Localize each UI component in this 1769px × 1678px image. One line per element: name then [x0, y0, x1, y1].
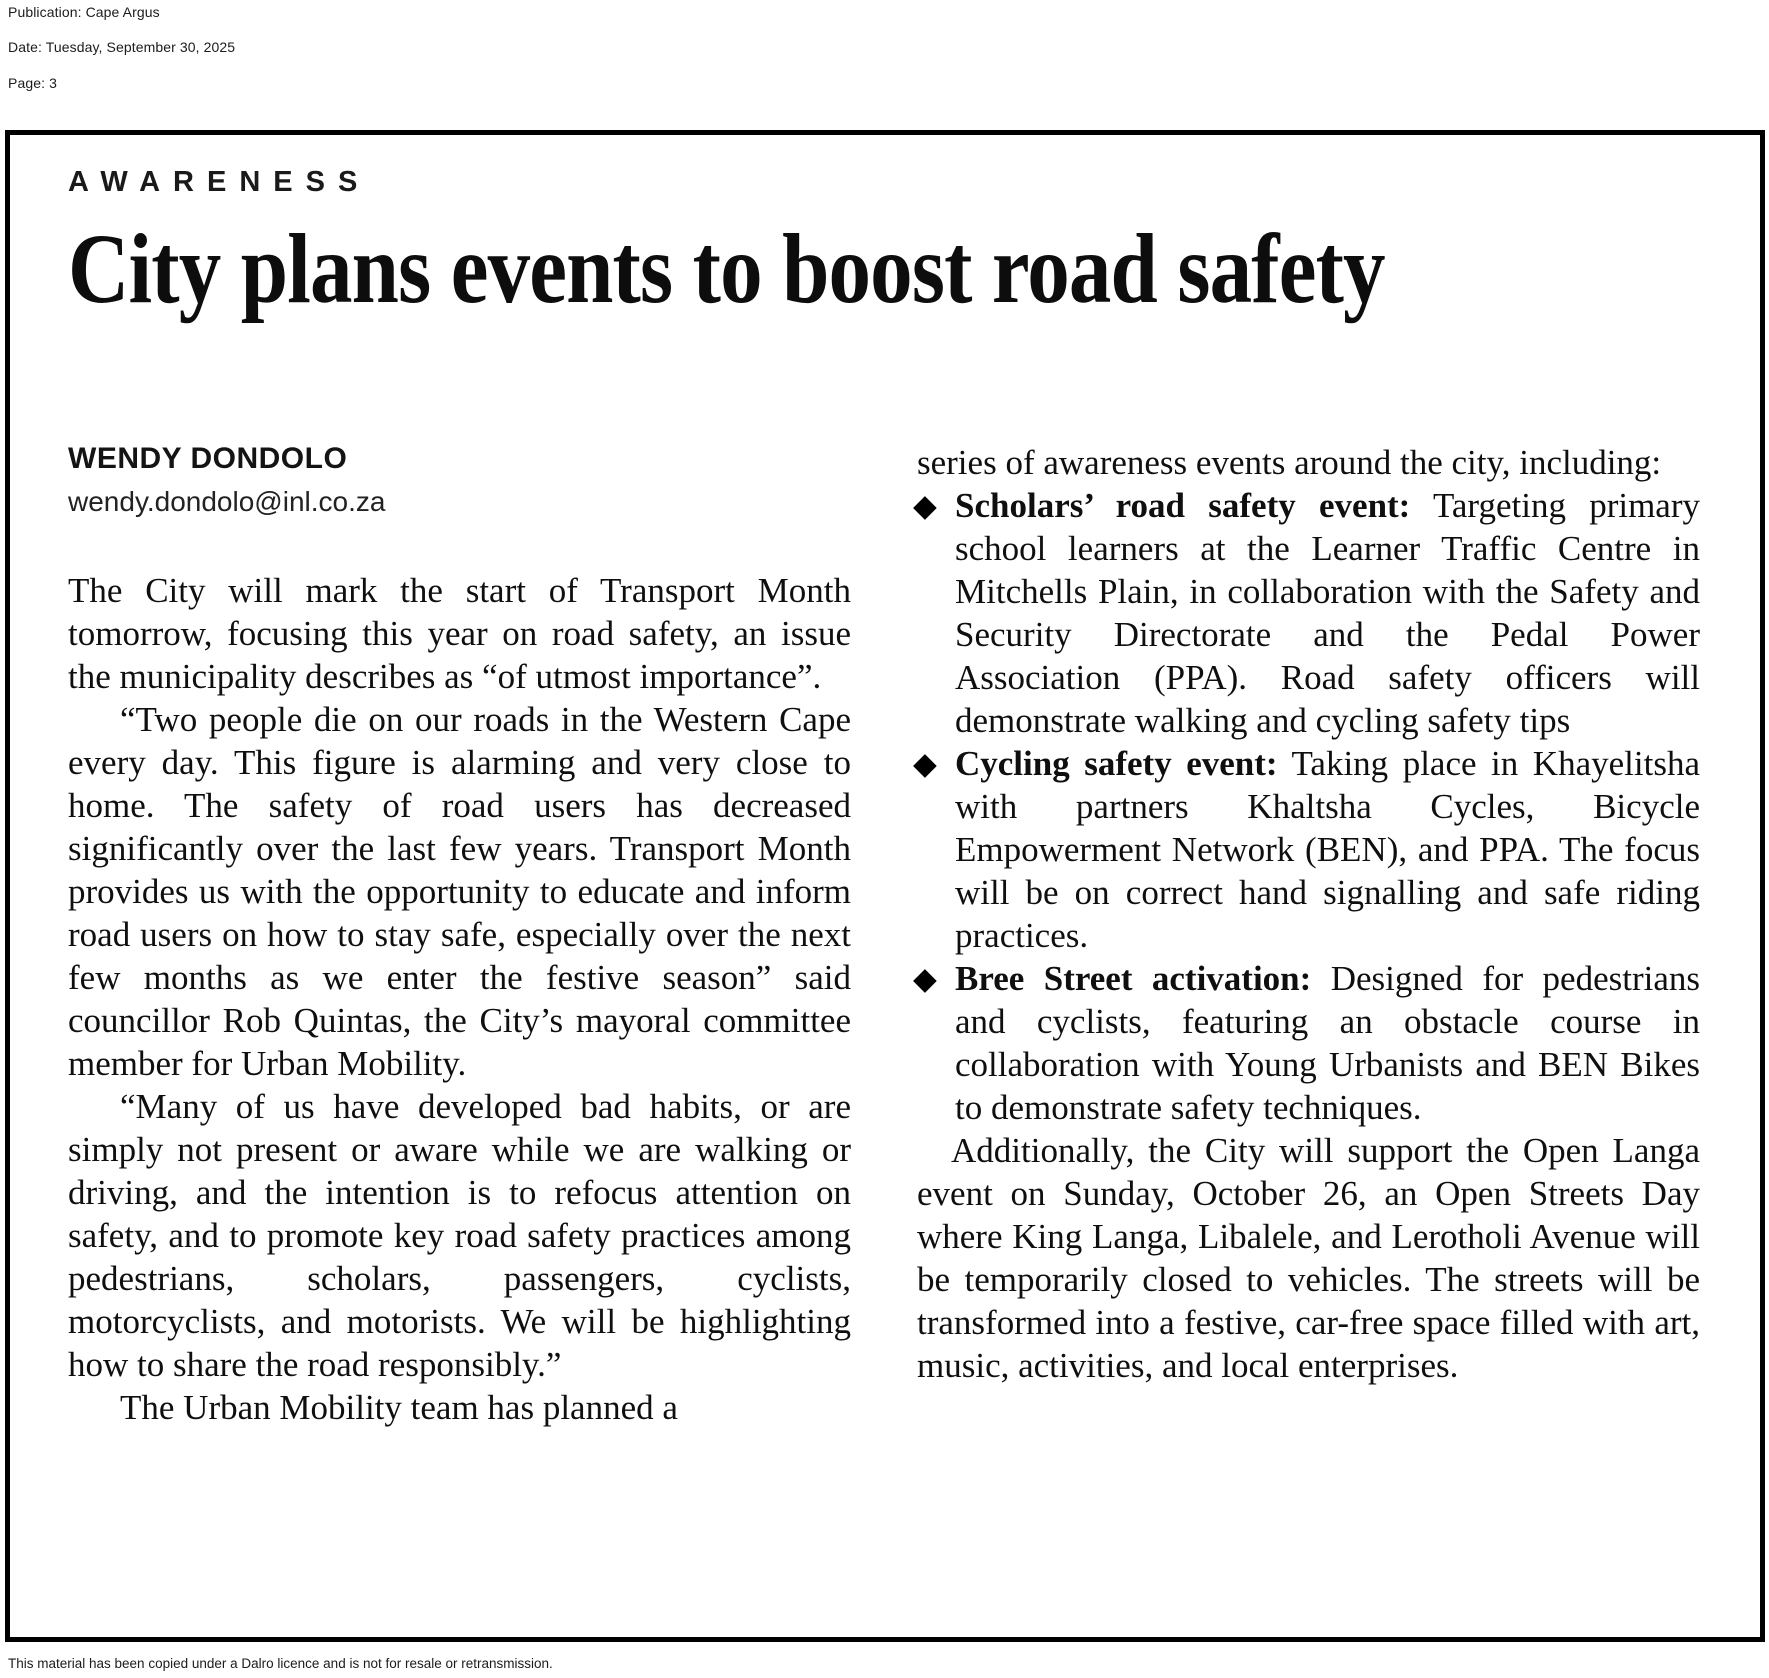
diamond-bullet-icon: ◆	[913, 961, 937, 997]
bullet-text: Designed for pedestrians and cyclists, featuring an obstacle course in collaboration with Young Urbanists and BEN Bikes to demonstrate safety techniques.	[955, 959, 1700, 1127]
byline-email: wendy.dondolo@inl.co.za	[68, 486, 386, 517]
page-label: Page: 3	[8, 75, 57, 91]
article-columns	[68, 441, 1700, 1429]
bullet-item-cycling-event	[913, 742, 1700, 957]
headline: City plans events to boost road safety	[68, 213, 1385, 324]
bullet-item-bree-street	[913, 957, 1700, 1129]
article-column-left	[68, 441, 851, 1429]
article-clipping-box	[5, 130, 1765, 1642]
paragraph: The City will mark the start of Transport Month tomorrow, focusing this year on road safety, an issue the municipality describes as “of utmost importance”.	[68, 571, 851, 696]
bullet-text: Targeting primary school learners at the Learner Traffic Centre in Mitchells Plain, in collaboration with the Safety and Security Directorate and the Pedal Power Association (PPA). Road safety officers will demonstrate walking and cycling safety tips	[955, 486, 1700, 740]
paragraph: “Many of us have developed bad habits, or are simply not present or aware while we are walking or driving, and the intention is to refocus attention on safety, and to promote key road safety practices among pedestrians, scholars, passengers, cyclists, motorcyclists, and motorists. We will be highlighting how to share the road responsibly.”	[68, 1087, 851, 1384]
bullet-lead: Scholars’ road safety event:	[955, 486, 1411, 525]
publication-label: Publication: Cape Argus	[8, 4, 160, 20]
bullet-text: Taking place in Khayelitsha with partners Khaltsha Cycles, Bicycle Empowerment Network (BEN), and PPA. The focus will be on correct hand signalling and safe riding practices.	[955, 744, 1700, 955]
diamond-bullet-icon: ◆	[913, 746, 937, 782]
paragraph: series of awareness events around the city, including:	[917, 443, 1662, 482]
date-label: Date: Tuesday, September 30, 2025	[8, 39, 236, 55]
paragraph: Additionally, the City will support the Open Langa event on Sunday, October 26, an Open Streets Day where King Langa, Libalele, and Lerotholi Avenue will be temporarily closed to vehicles. The streets will be transformed into a festive, car-free space filled with art, music, activities, and local enterprises.	[917, 1131, 1700, 1385]
bullet-lead: Bree Street activation:	[955, 959, 1312, 998]
section-kicker: AWARENESS	[68, 166, 371, 198]
bullet-lead: Cycling safety event:	[955, 744, 1278, 783]
article-column-right	[913, 441, 1700, 1429]
diamond-bullet-icon: ◆	[913, 488, 937, 524]
paragraph: The Urban Mobility team has planned a	[120, 1388, 678, 1427]
licence-notice: This material has been copied under a Dalro licence and is not for resale or retransmission.	[8, 1656, 553, 1671]
paragraph: “Two people die on our roads in the Western Cape every day. This figure is alarming and very close to home. The safety of road users has decreased significantly over the last few years. Transport Month provides us with the opportunity to educate and inform road users on how to stay safe, especially over the next few months as we enter the festive season” said councillor Rob Quintas, the City’s mayoral committee member for Urban Mobility.	[68, 700, 851, 1083]
bullet-item-scholars-event	[913, 484, 1700, 742]
byline-author: WENDY DONDOLO	[68, 442, 348, 475]
